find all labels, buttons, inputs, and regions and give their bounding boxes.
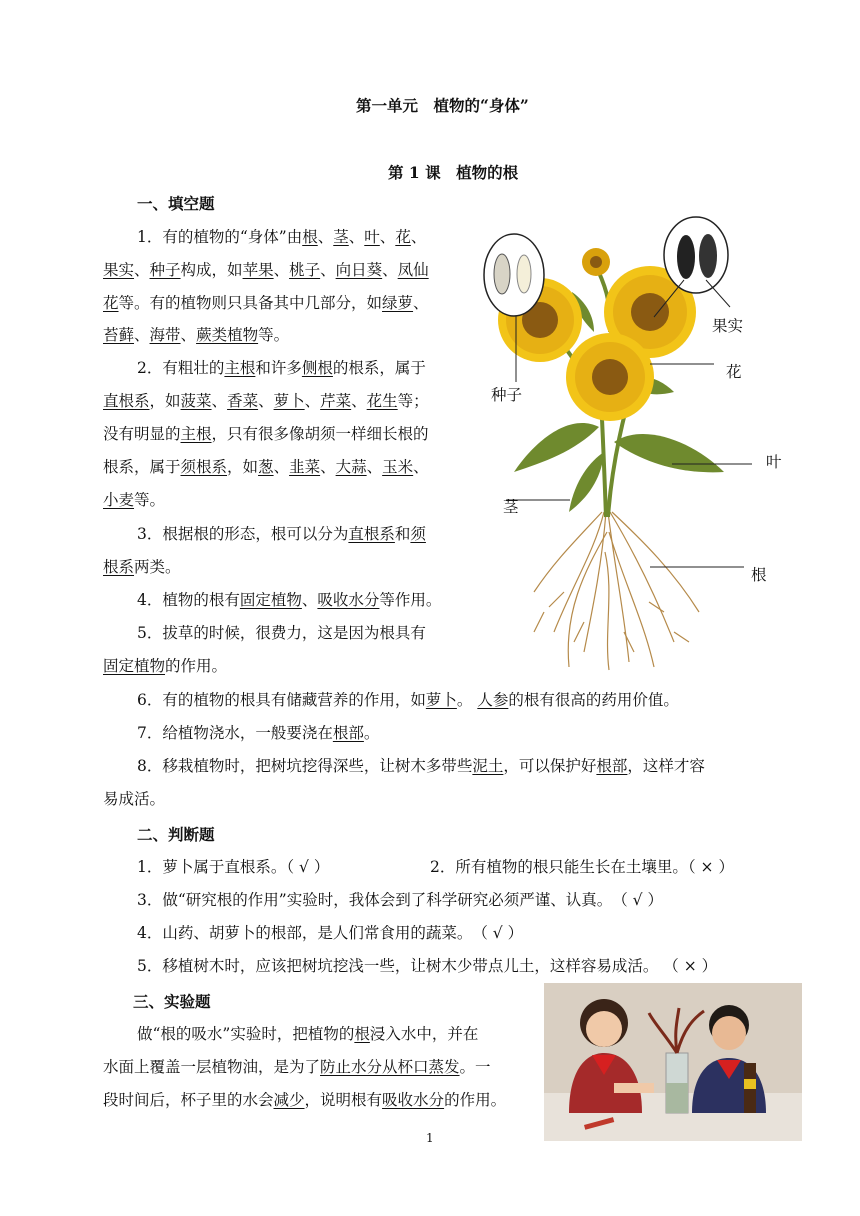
q8-line2: 易成活。 [103, 790, 166, 808]
q5-line2: 固定植物的作用。 [103, 657, 228, 675]
label-leaf: 叶 [766, 453, 782, 471]
page-number: 1 [426, 1131, 434, 1145]
q3-line2: 根系两类。 [103, 558, 181, 576]
judge-q5: 5．移植树木时，应该把树坑挖浅一些，让树木少带点儿土，这样容易成活。 （ × ） [137, 957, 718, 975]
section-heading-exp: 三、实验题 [133, 992, 211, 1011]
label-root: 根 [751, 566, 767, 584]
label-fruit: 果实 [712, 317, 744, 335]
q1-line1: 1．有的植物的“身体”由根、茎、叶、花、 [137, 228, 427, 246]
q4-line: 4．植物的根有固定植物、吸收水分等作用。 [137, 591, 442, 609]
unit-title: 第一单元 植物的“身体” [356, 96, 529, 115]
q8-line1: 8．移栽植物时，把树坑挖得深些，让树木多带些泥土，可以保护好根部，这样才容 [137, 757, 705, 775]
root-illustration [534, 512, 699, 670]
bottle [744, 1063, 756, 1113]
label-stem: 茎 [503, 498, 519, 516]
exp-line1: 做“根的吸水”实验时，把植物的根浸入水中，并在 [137, 1025, 479, 1043]
exp-line3: 段时间后，杯子里的水会减少，说明根有吸收水分的作用。 [103, 1091, 507, 1109]
q2-line1: 2．有粗壮的主根和许多侧根的根系，属于 [137, 359, 426, 377]
judge-q2: 2．所有植物的根只能生长在土壤里。（ × ） [430, 858, 734, 876]
q2-line3: 没有明显的主根，只有很多像胡须一样细长根的 [103, 425, 429, 443]
judge-q1: 1．萝卜属于直根系。（ √ ） [137, 858, 330, 876]
label-flower: 花 [726, 363, 742, 381]
exp-line2: 水面上覆盖一层植物油，是为了防止水分从杯口蒸发。一 [103, 1058, 491, 1076]
sunflower-plant-illustration [474, 212, 774, 672]
q1-line2: 果实、种子构成，如苹果、桃子、向日葵、凤仙 [103, 261, 429, 279]
label-seed: 种子 [491, 386, 523, 404]
judge-q4: 4．山药、胡萝卜的根部，是人们常食用的蔬菜。 （ √ ） [137, 924, 524, 942]
section-heading-judge: 二、判断题 [137, 825, 215, 844]
q6-line: 6．有的植物的根具有储藏营养的作用，如萝卜。 人参的根有很高的药用价值。 [137, 691, 679, 709]
q1-line4: 苔藓、海带、蕨类植物等。 [103, 326, 290, 344]
q2-line2: 直根系，如菠菜、香菜、萝卜、芹菜、花生等； [103, 392, 429, 410]
flower-bud [582, 248, 610, 276]
q1-line3: 花等。有的植物则只具备其中几部分，如绿萝、 [103, 294, 429, 312]
flower-center [566, 333, 654, 421]
judge-q3: 3．做“研究根的作用”实验时，我体会到了科学研究必须严谨、认真。 （ √ ） [137, 891, 663, 909]
q5-line1: 5．拔草的时候，很费力，这是因为根具有 [137, 624, 426, 642]
section-heading-fill: 一、填空题 [137, 194, 215, 213]
lesson-title: 第 1 课 植物的根 [388, 163, 519, 182]
q3-line1: 3．根据根的形态，根可以分为直根系和须 [137, 525, 426, 543]
q7-line: 7．给植物浇水，一般要浇在根部。 [137, 724, 380, 742]
q2-line4: 根系，属于须根系，如葱、韭菜、大蒜、玉米、 [103, 458, 429, 476]
experiment-photo [544, 983, 802, 1141]
q2-line5: 小麦等。 [103, 491, 166, 509]
